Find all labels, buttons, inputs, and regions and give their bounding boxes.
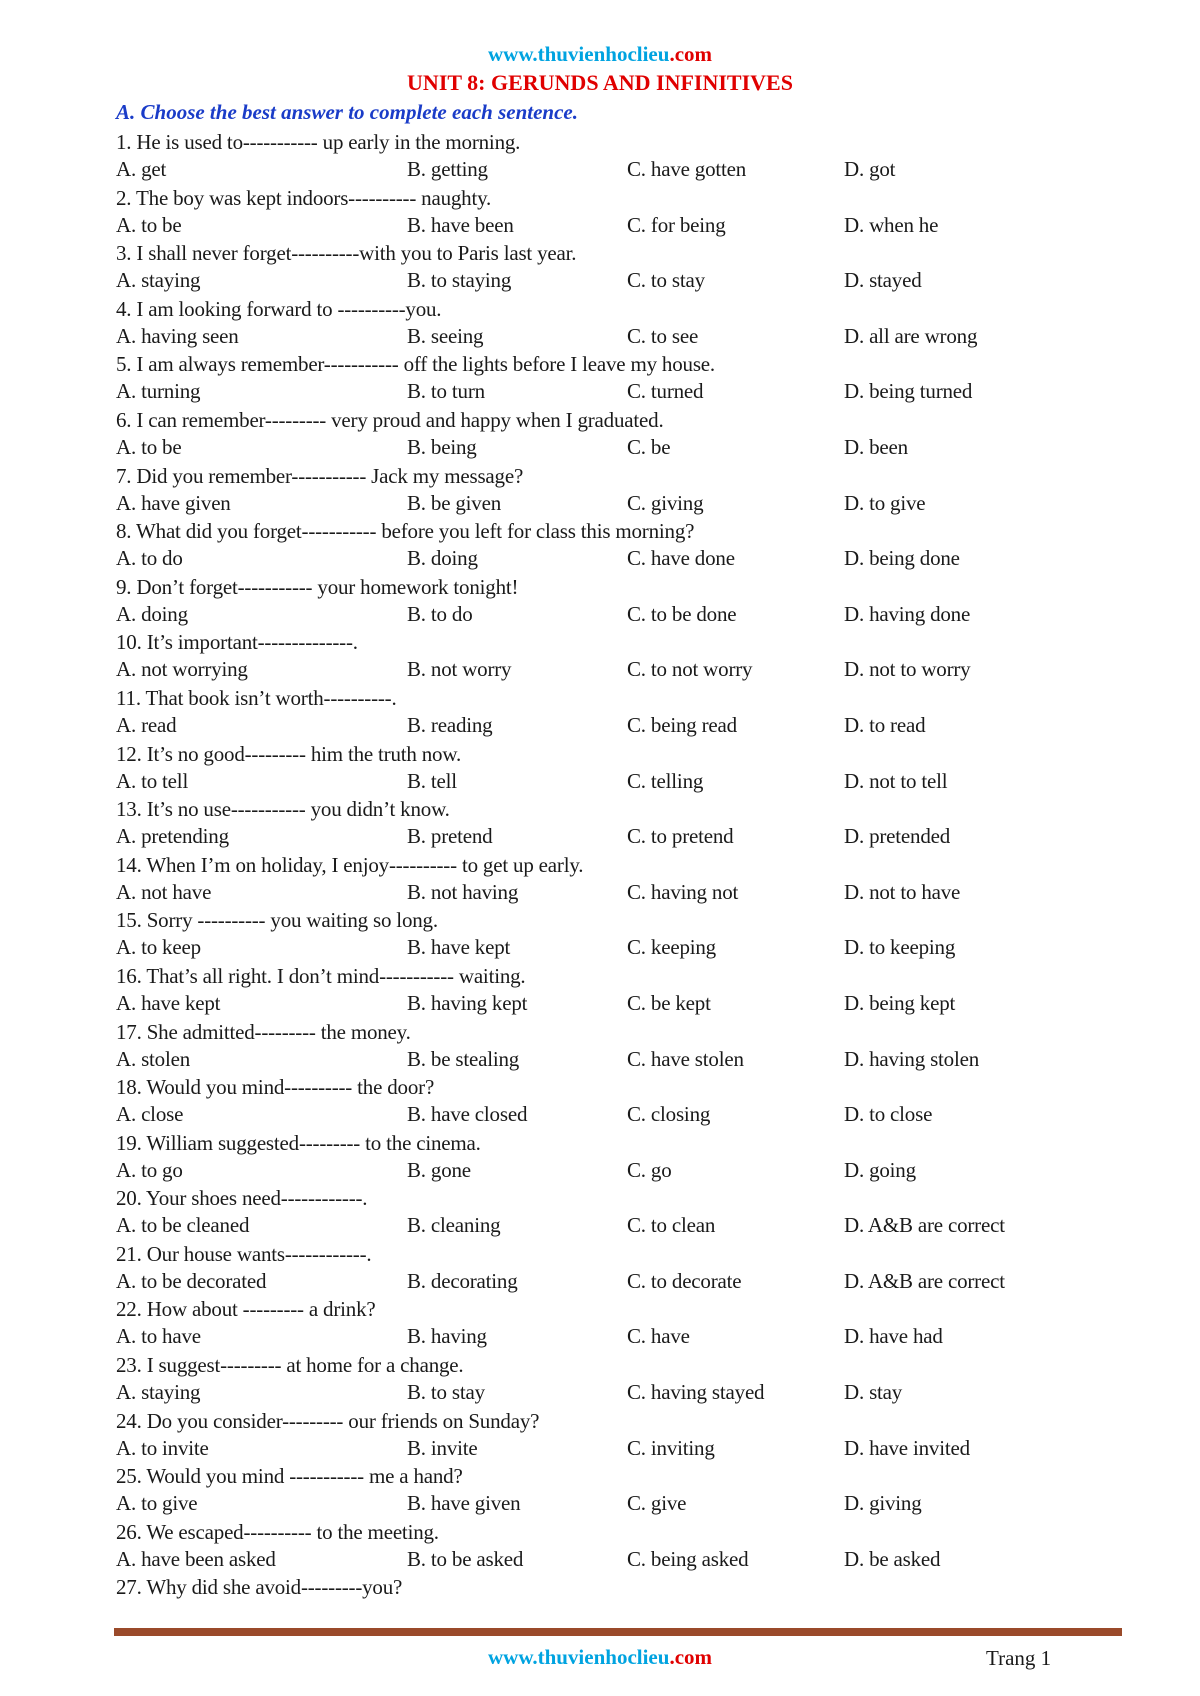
question-text: 10. It’s important--------------.	[116, 630, 358, 655]
site-url-header[interactable]	[0, 42, 1200, 67]
option-b: B. tell	[407, 768, 457, 793]
option-a: A. having seen	[116, 323, 239, 348]
option-a: A. to invite	[116, 1435, 209, 1460]
option-a: A. pretending	[116, 824, 229, 849]
option-b: B. gone	[407, 1157, 471, 1182]
option-b: B. to stay	[407, 1380, 485, 1405]
option-c: C. to see	[627, 323, 699, 348]
answer-options	[116, 323, 1116, 351]
option-c: C. to clean	[627, 1213, 716, 1238]
question-text: 3. I shall never forget----------with you to Paris last year.	[116, 241, 577, 266]
option-c: C. turned	[627, 379, 704, 404]
option-b: B. pretend	[407, 824, 493, 849]
option-c: C. have gotten	[627, 157, 747, 181]
option-c: C. being read	[627, 712, 737, 737]
question-item	[116, 1184, 1116, 1240]
question-item	[116, 239, 1116, 295]
question-item	[116, 1351, 1116, 1407]
question-item	[116, 795, 1116, 851]
question-text: 7. Did you remember----------- Jack my message?	[116, 463, 524, 488]
question-text: 11. That book isn’t worth----------.	[116, 685, 397, 710]
option-d: D. giving	[844, 1491, 922, 1516]
page-number: Trang 1	[986, 1646, 1052, 1670]
option-a: A. have been asked	[116, 1546, 276, 1571]
question-text: 17. She admitted--------- the money.	[116, 1019, 411, 1044]
option-c: C. give	[627, 1491, 687, 1516]
option-a: A. read	[116, 712, 177, 737]
question-item	[116, 1129, 1116, 1185]
option-b: B. getting	[407, 157, 488, 181]
option-c: C. have stolen	[627, 1046, 744, 1071]
option-c: C. go	[627, 1157, 672, 1182]
option-a: A. get	[116, 157, 167, 181]
question-item	[116, 906, 1116, 962]
option-d: D. to give	[844, 490, 926, 515]
option-d: D. to keeping	[844, 935, 956, 960]
question-text: 8. What did you forget----------- before you left for class this morning?	[116, 519, 695, 544]
answer-options	[116, 768, 1116, 796]
option-a: A. staying	[116, 1380, 201, 1405]
option-d: D. not to have	[844, 879, 961, 904]
option-b: B. not having	[407, 879, 519, 904]
answer-options	[116, 156, 1116, 184]
option-d: D. A&B are correct	[844, 1213, 1005, 1238]
option-c: C. telling	[627, 768, 704, 793]
question-text: 25. Would you mind ----------- me a hand?	[116, 1464, 463, 1489]
unit-title: UNIT 8: GERUNDS AND INFINITIVES	[407, 70, 793, 95]
question-item	[116, 350, 1116, 406]
answer-options	[116, 1046, 1116, 1074]
option-d: D. been	[844, 434, 908, 459]
option-d: D. to read	[844, 712, 926, 737]
question-text: 6. I can remember--------- very proud and happy when I graduated.	[116, 407, 664, 432]
answer-options	[116, 1323, 1116, 1351]
option-b: B. doing	[407, 546, 478, 571]
option-c: C. be kept	[627, 990, 711, 1015]
answer-options	[116, 267, 1116, 295]
option-d: D. to close	[844, 1102, 933, 1127]
question-text: 4. I am looking forward to ----------you.	[116, 296, 442, 321]
option-d: D. being turned	[844, 379, 973, 404]
option-c: C. closing	[627, 1102, 711, 1127]
answer-options	[116, 601, 1116, 629]
option-b: B. cleaning	[407, 1213, 501, 1238]
question-item	[116, 184, 1116, 240]
option-b: B. to be asked	[407, 1546, 524, 1571]
option-b: B. be stealing	[407, 1046, 520, 1071]
option-c: C. be	[627, 434, 671, 459]
question-item	[116, 295, 1116, 351]
question-text: 27. Why did she avoid---------you?	[116, 1575, 403, 1600]
question-text: 15. Sorry ---------- you waiting so long.	[116, 908, 438, 933]
option-b: B. have been	[407, 212, 514, 237]
option-d: D. got	[844, 157, 896, 181]
option-c: C. being asked	[627, 1546, 749, 1571]
site-url-main: www.thuvienhoclieu	[487, 42, 670, 66]
option-a: A. to go	[116, 1157, 183, 1182]
option-c: C. inviting	[627, 1435, 715, 1460]
option-b: B. having kept	[407, 990, 528, 1015]
option-a: A. turning	[116, 379, 201, 404]
question-text: 23. I suggest--------- at home for a change.	[116, 1353, 464, 1378]
option-a: A. to keep	[116, 935, 201, 960]
answer-options	[116, 1546, 1116, 1574]
option-d: D. A&B are correct	[844, 1268, 1005, 1293]
answer-options	[116, 1379, 1116, 1407]
option-a: A. to tell	[116, 768, 189, 793]
option-d: D. not to tell	[844, 768, 948, 793]
answer-options	[116, 490, 1116, 518]
site-url-main: www.thuvienhoclieu	[487, 1645, 670, 1669]
answer-options	[116, 1268, 1116, 1296]
answer-options	[116, 1435, 1116, 1463]
question-item	[116, 740, 1116, 796]
option-a: A. to be	[116, 434, 182, 459]
section-heading: A. Choose the best answer to complete each sentence.	[116, 100, 578, 124]
site-url-tld: .com	[669, 42, 713, 66]
question-item	[116, 128, 1116, 184]
option-d: D. having done	[844, 601, 971, 626]
option-b: B. to turn	[407, 379, 485, 404]
question-item	[116, 684, 1116, 740]
option-d: D. when he	[844, 212, 939, 237]
option-b: B. having	[407, 1324, 487, 1349]
option-a: A. to be	[116, 212, 182, 237]
question-text: 13. It’s no use----------- you didn’t know.	[116, 797, 450, 822]
option-b: B. be given	[407, 490, 502, 515]
option-a: A. to give	[116, 1491, 198, 1516]
footer-divider	[114, 1628, 1122, 1636]
option-b: B. to do	[407, 601, 473, 626]
question-text: 5. I am always remember----------- off the lights before I leave my house.	[116, 352, 715, 377]
question-item	[116, 573, 1116, 629]
option-c: C. having stayed	[627, 1380, 765, 1405]
question-item	[116, 1018, 1116, 1074]
answer-options	[116, 1212, 1116, 1240]
question-item	[116, 406, 1116, 462]
option-d: D. stay	[844, 1380, 903, 1405]
option-a: A. have kept	[116, 990, 221, 1015]
question-item	[116, 1518, 1116, 1574]
option-c: C. to not worry	[627, 657, 753, 682]
question-item	[116, 462, 1116, 518]
answer-options	[116, 434, 1116, 462]
question-text: 16. That’s all right. I don’t mind----------- waiting.	[116, 963, 526, 988]
answer-options	[116, 1490, 1116, 1518]
question-text: 9. Don’t forget----------- your homework tonight!	[116, 574, 519, 599]
option-b: B. reading	[407, 712, 493, 737]
question-text: 12. It’s no good--------- him the truth now.	[116, 741, 462, 766]
option-a: A. have given	[116, 490, 231, 515]
answer-options	[116, 1157, 1116, 1185]
answer-options	[116, 378, 1116, 406]
question-text: 21. Our house wants------------.	[116, 1241, 372, 1266]
question-item	[116, 1462, 1116, 1518]
option-b: B. seeing	[407, 323, 484, 348]
question-item	[116, 628, 1116, 684]
option-b: B. have given	[407, 1491, 521, 1516]
question-item	[116, 1295, 1116, 1351]
option-c: C. keeping	[627, 935, 716, 960]
option-d: D. all are wrong	[844, 323, 978, 348]
question-item	[116, 1240, 1116, 1296]
answer-options	[116, 823, 1116, 851]
option-b: B. decorating	[407, 1268, 518, 1293]
option-a: A. to be decorated	[116, 1268, 267, 1293]
option-d: D. pretended	[844, 824, 951, 849]
option-c: C. to stay	[627, 268, 705, 293]
option-c: C. to be done	[627, 601, 737, 626]
option-a: A. to do	[116, 546, 183, 571]
question-text: 24. Do you consider--------- our friends on Sunday?	[116, 1408, 540, 1433]
question-item	[116, 851, 1116, 907]
question-text: 26. We escaped---------- to the meeting.	[116, 1519, 439, 1544]
option-d: D. not to worry	[844, 657, 971, 682]
option-b: B. invite	[407, 1435, 478, 1460]
option-a: A. not worrying	[116, 657, 248, 682]
option-c: C. have	[627, 1324, 690, 1349]
question-text: 20. Your shoes need------------.	[116, 1186, 368, 1211]
option-d: D. stayed	[844, 268, 922, 293]
answer-options	[116, 934, 1116, 962]
question-list	[116, 128, 1116, 1629]
question-item	[116, 1573, 1116, 1629]
option-c: C. to decorate	[627, 1268, 742, 1293]
option-b: B. to staying	[407, 268, 512, 293]
option-d: D. being kept	[844, 990, 956, 1015]
option-a: A. not have	[116, 879, 212, 904]
option-c: C. for being	[627, 212, 726, 237]
option-d: D. have had	[844, 1324, 943, 1349]
answer-options	[116, 1101, 1116, 1129]
option-b: B. being	[407, 434, 477, 459]
question-text: 14. When I’m on holiday, I enjoy---------- to get up early.	[116, 852, 584, 877]
option-d: D. having stolen	[844, 1046, 980, 1071]
option-b: B. have closed	[407, 1102, 528, 1127]
question-item	[116, 1407, 1116, 1463]
question-text: 19. William suggested--------- to the cinema.	[116, 1130, 481, 1155]
question-item	[116, 1073, 1116, 1129]
option-a: A. to be cleaned	[116, 1213, 250, 1238]
answer-options	[116, 712, 1116, 740]
answer-options	[116, 212, 1116, 240]
option-b: B. not worry	[407, 657, 512, 682]
answer-options	[116, 879, 1116, 907]
option-d: D. going	[844, 1157, 916, 1182]
option-d: D. have invited	[844, 1435, 970, 1460]
option-b: B. have kept	[407, 935, 511, 960]
option-a: A. close	[116, 1102, 184, 1127]
option-d: D. be asked	[844, 1546, 941, 1571]
answer-options	[116, 990, 1116, 1018]
answer-options	[116, 545, 1116, 573]
option-a: A. doing	[116, 601, 188, 626]
question-text: 2. The boy was kept indoors---------- naughty.	[116, 185, 492, 210]
question-item	[116, 517, 1116, 573]
option-c: C. to pretend	[627, 824, 734, 849]
answer-options	[116, 656, 1116, 684]
option-a: A. staying	[116, 268, 201, 293]
option-d: D. being done	[844, 546, 960, 571]
option-c: C. having not	[627, 879, 739, 904]
question-text: 18. Would you mind---------- the door?	[116, 1075, 435, 1100]
option-a: A. stolen	[116, 1046, 191, 1071]
option-a: A. to have	[116, 1324, 201, 1349]
option-c: C. have done	[627, 546, 735, 571]
option-c: C. giving	[627, 490, 704, 515]
question-text: 1. He is used to----------- up early in the morning.	[116, 130, 521, 154]
site-url-tld: .com	[669, 1645, 713, 1669]
question-text: 22. How about --------- a drink?	[116, 1297, 376, 1322]
question-item	[116, 962, 1116, 1018]
